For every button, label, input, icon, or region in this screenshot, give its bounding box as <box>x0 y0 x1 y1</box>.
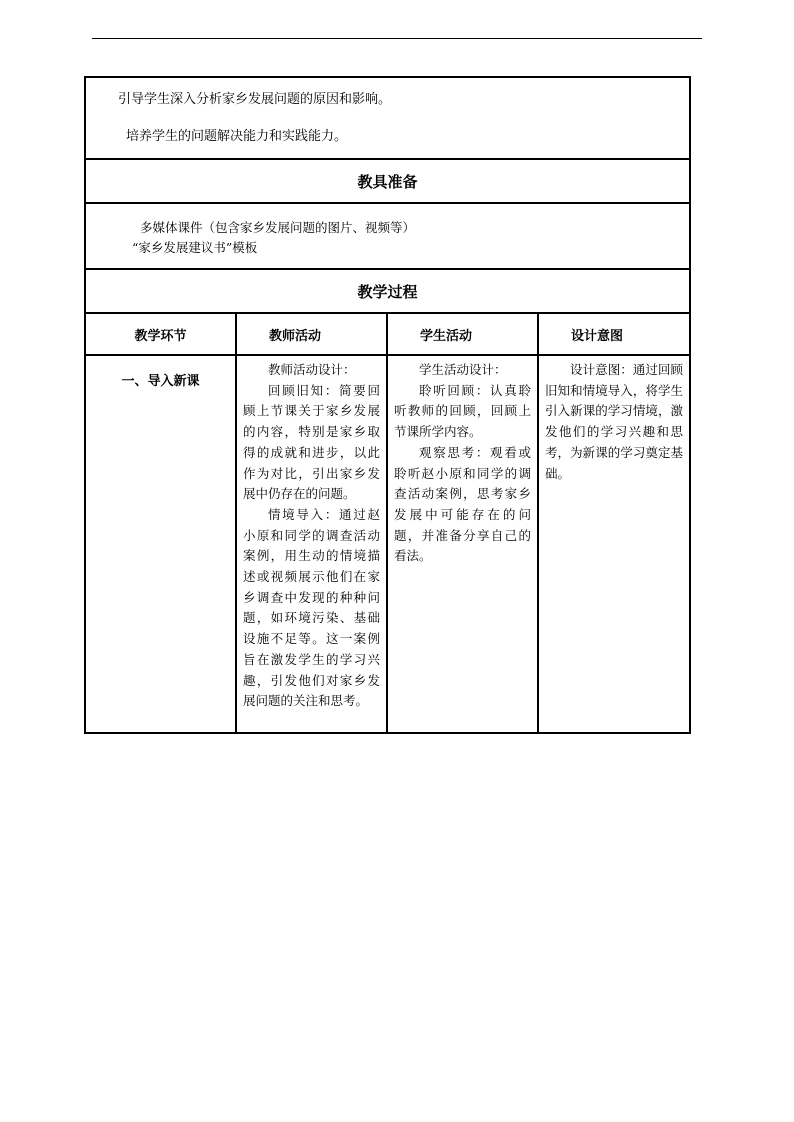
process-header-row <box>85 313 690 355</box>
tools-content-row <box>85 203 690 269</box>
process-title-row <box>85 269 690 313</box>
column-header-intent: 设计意图 <box>538 313 690 355</box>
intent-paragraph: 设计意图：通过回顾旧知和情境导入，将学生引入新课的学习情境，激发他们的学习兴趣和思考，为新课的学习奠定基础。 <box>545 362 684 481</box>
table-row <box>85 355 690 733</box>
design-intent-cell <box>538 355 690 733</box>
tools-item-1: 多媒体课件（包含家乡发展问题的图片、视频等） <box>140 220 416 235</box>
stage-cell: 一、导入新课 <box>85 355 236 733</box>
tools-section-title: 教具准备 <box>85 159 690 203</box>
tools-item-2: “家乡发展建议书”模板 <box>132 240 258 255</box>
teacher-paragraph: 教师活动设计： <box>268 362 356 377</box>
tools-title-row <box>85 159 690 203</box>
teacher-paragraph: 回顾旧知：简要回顾上节课关于家乡发展的内容，特别是家乡取得的成就和进步，以此作为对比，引出家乡发展中仍存在的问题。 <box>243 382 380 502</box>
teacher-activity-cell <box>236 355 387 733</box>
objective-line-2: 培养学生的问题解决能力和实践能力。 <box>126 129 348 144</box>
process-section-title: 教学过程 <box>85 269 690 313</box>
column-header-teacher: 教师活动 <box>236 313 387 355</box>
student-activity-cell <box>387 355 538 733</box>
objectives-row <box>85 77 690 159</box>
column-header-stage: 教学环节 <box>85 313 236 355</box>
lesson-plan-table <box>84 76 691 734</box>
student-paragraph: 学生活动设计： <box>419 362 507 377</box>
page-header-rule <box>92 38 702 39</box>
objectives-cell <box>85 77 690 159</box>
student-paragraph: 聆听回顾：认真聆听教师的回顾，回顾上节课所学内容。 <box>394 382 531 440</box>
tools-content-cell <box>85 203 690 269</box>
objective-line-1: 引导学生深入分析家乡发展问题的原因和影响。 <box>118 92 392 107</box>
teacher-paragraph: 情境导入：通过赵小原和同学的调查活动案例，用生动的情境描述或视频展示他们在家乡调查中发现的种种问题，如环境污染、基础设施不足等。这一案例旨在激发学生的学习兴趣，引发他们对家乡发展问题的关注和思考。 <box>243 506 380 709</box>
student-paragraph: 观察思考：观看或聆听赵小原和同学的调查活动案例，思考家乡发展中可能存在的问题，并准备分享自己的看法。 <box>394 444 531 564</box>
column-header-student: 学生活动 <box>387 313 538 355</box>
